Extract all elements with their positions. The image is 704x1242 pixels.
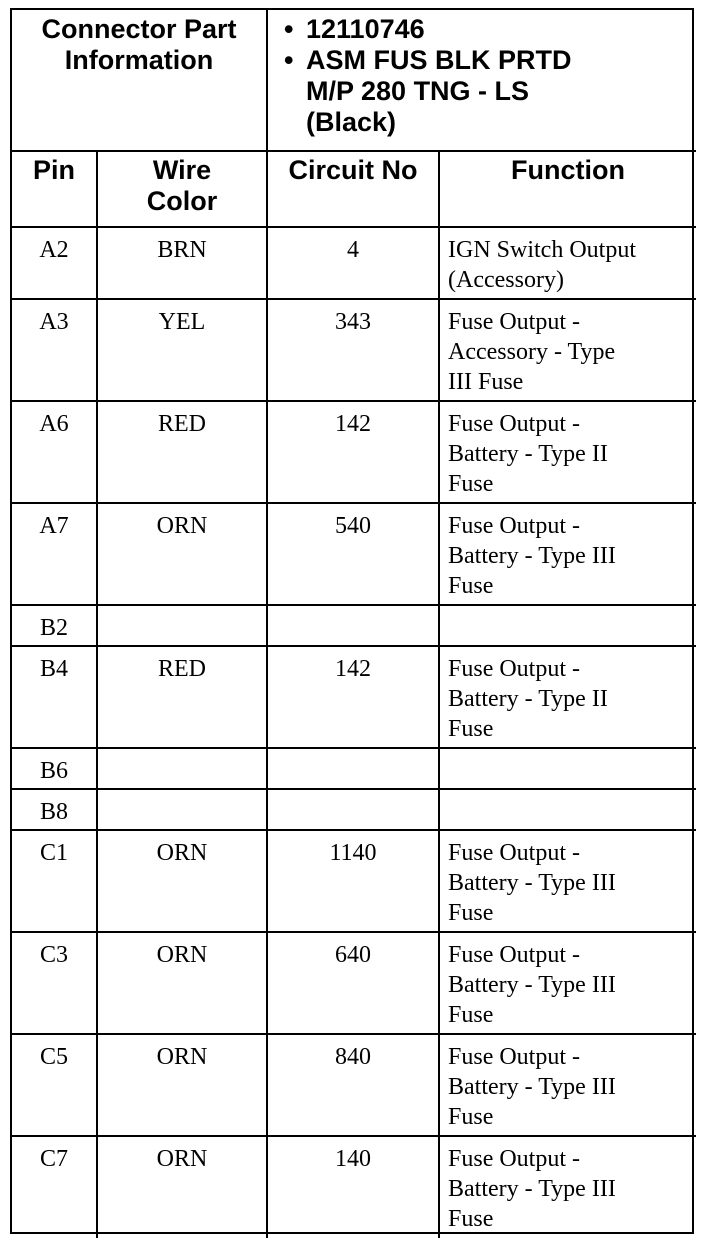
column-header-pin: Pin [12, 151, 97, 227]
cell-pin: A6 [12, 401, 97, 503]
cell-function [439, 748, 696, 789]
cell-circuit-no: 840 [267, 1034, 439, 1136]
part-description-item [284, 45, 688, 138]
connector-table-sheet [10, 8, 694, 1234]
cell-circuit-no [267, 605, 439, 646]
cell-pin: B4 [12, 646, 97, 748]
cell-circuit-no: 540 [267, 503, 439, 605]
cell-wire-color: ORN [97, 830, 267, 932]
cell-circuit-no: 142 [267, 646, 439, 748]
part-number-item [284, 14, 688, 45]
connector-info-row [12, 10, 696, 151]
cell-pin: A7 [12, 503, 97, 605]
column-header-circuit-no: Circuit No [267, 151, 439, 227]
cell-circuit-no: 1140 [267, 830, 439, 932]
cell-pin: C3 [12, 932, 97, 1034]
cell-wire-color: ORN [97, 1136, 267, 1238]
cell-wire-color: BRN [97, 227, 267, 299]
cell-function: IGN Switch Output (Accessory) [439, 227, 696, 299]
cell-function: Fuse Output - Battery - Type III Fuse [439, 503, 696, 605]
cell-pin: B8 [12, 789, 97, 830]
cell-wire-color [97, 789, 267, 830]
table-row [12, 789, 696, 830]
cell-circuit-no: 140 [267, 1136, 439, 1238]
column-header-row [12, 151, 696, 227]
part-description: ASM FUS BLK PRTD M/P 280 TNG - LS (Black) [306, 45, 572, 137]
cell-pin: B6 [12, 748, 97, 789]
cell-circuit-no: 4 [267, 227, 439, 299]
cell-wire-color [97, 605, 267, 646]
cell-circuit-no: 142 [267, 401, 439, 503]
cell-circuit-no: 640 [267, 932, 439, 1034]
table-row [12, 227, 696, 299]
cell-wire-color: ORN [97, 932, 267, 1034]
cell-wire-color [97, 748, 267, 789]
cell-pin: A3 [12, 299, 97, 401]
cell-circuit-no [267, 789, 439, 830]
bullet-icon: • [284, 14, 294, 44]
table-row [12, 605, 696, 646]
cell-wire-color: RED [97, 646, 267, 748]
table-row [12, 1034, 696, 1136]
bullet-icon: • [284, 45, 294, 75]
cell-pin: C7 [12, 1136, 97, 1238]
cell-function: Fuse Output - Battery - Type III Fuse [439, 830, 696, 932]
cell-wire-color: ORN [97, 503, 267, 605]
connector-info-value [267, 10, 696, 151]
cell-function: Fuse Output - Battery - Type II Fuse [439, 401, 696, 503]
cell-function: Fuse Output - Battery - Type II Fuse [439, 646, 696, 748]
cell-wire-color: ORN [97, 1034, 267, 1136]
table-row [12, 830, 696, 932]
cell-pin: C1 [12, 830, 97, 932]
cell-pin: A2 [12, 227, 97, 299]
cell-wire-color: YEL [97, 299, 267, 401]
cell-pin: B2 [12, 605, 97, 646]
column-header-function: Function [439, 151, 696, 227]
cell-function: Fuse Output - Accessory - Type III Fuse [439, 299, 696, 401]
table-row [12, 1136, 696, 1238]
table-row [12, 748, 696, 789]
connector-table [12, 10, 696, 1238]
table-row [12, 503, 696, 605]
cell-function [439, 789, 696, 830]
cell-pin: C5 [12, 1034, 97, 1136]
cell-function: Fuse Output - Battery - Type III Fuse [439, 1136, 696, 1238]
cell-circuit-no: 343 [267, 299, 439, 401]
table-row [12, 932, 696, 1034]
table-row [12, 646, 696, 748]
cell-circuit-no [267, 748, 439, 789]
column-header-wire-color: Wire Color [97, 151, 267, 227]
cell-wire-color: RED [97, 401, 267, 503]
connector-info-label: Connector Part Information [12, 10, 267, 151]
cell-function [439, 605, 696, 646]
table-row [12, 401, 696, 503]
cell-function: Fuse Output - Battery - Type III Fuse [439, 1034, 696, 1136]
table-row [12, 299, 696, 401]
cell-function: Fuse Output - Battery - Type III Fuse [439, 932, 696, 1034]
part-number: 12110746 [306, 14, 425, 44]
